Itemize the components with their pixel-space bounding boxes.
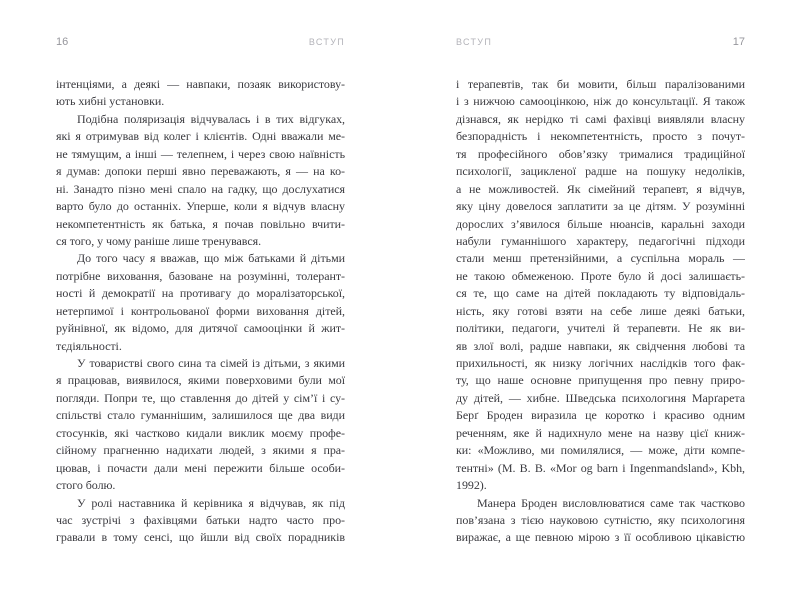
text-line: некомпетентність як батька, я почав повільно вчити- [56, 216, 345, 231]
text-line: стосунків, які частково кидали виклик моєму профе- [56, 425, 345, 440]
text-line: стого болю. [56, 478, 116, 493]
text-line: До того часу я вважав, що між батьками й дітьми [77, 251, 345, 266]
text-line: нетерпимої і контрольованої форми виховання дітей, [56, 303, 345, 318]
page-left [56, 36, 345, 547]
text-line: дорослих з’явилося більше нюансів, каральні заходи [456, 216, 745, 231]
text-line: гравали в тому сенсі, що йшли від своїх порадників [56, 530, 345, 545]
text-line: дізнався, як нерідко ті самі фахівці виявляли власну [456, 111, 745, 126]
chapter-title-right: ВСТУП [456, 37, 493, 47]
text-line: ні. Занадто пізно мені спало на гадку, що дослухатися [56, 181, 345, 196]
text-line: ту, що наше основне припущення про певну приро- [456, 373, 745, 388]
text-line: і терапевтів, так би мовити, більш паралізованими [456, 77, 745, 91]
page-right [456, 36, 745, 547]
running-header-right [456, 36, 745, 50]
chapter-title-left: ВСТУП [308, 37, 345, 47]
text-line: ність, яку готові взяти на себе лише деякі батьки, [456, 303, 745, 318]
text-line: не такою обмеженою. Проте було й досі залишаєть- [456, 268, 745, 283]
text-line: ки: «Можливо, ми помилялися, — може, діти компе- [456, 443, 745, 458]
text-line: 1992). [456, 478, 487, 493]
text-line: Подібна поляризація відчувалась і в тих відгуках, [77, 111, 345, 126]
text-line: ності й демократії на противагу до моралізаторської, [56, 286, 345, 301]
text-line: сійному прагненню надихати людей, з якими я пра- [56, 443, 345, 458]
text-line: ся те, що саме на дітей покладають ту відповідаль- [456, 286, 745, 301]
page-number-left: 16 [56, 36, 69, 48]
page-number-right: 17 [732, 36, 745, 48]
text-line: виражає, а ще певною мірою з її особливою цікавістю [456, 530, 745, 545]
text-line: стали менш претензійними, а суспільна мораль — [456, 251, 745, 266]
text-line: психології, зацикленої радше на пошуку недоліків, [456, 164, 745, 179]
text-line: яв злої волі, радше навпаки, як свідчення любові та [456, 338, 745, 353]
page-body-left [56, 76, 345, 547]
text-line: не тямущим, а інші — телепнем, і через свою наївність [56, 146, 345, 161]
text-line: безпорадність і некомпетентність, просто з почут- [456, 129, 745, 144]
text-line: інтенціями, а деякі — навпаки, позаяк використову- [56, 77, 345, 91]
text-line: прихильності, як низку логічних наслідків того фак- [456, 356, 745, 370]
text-line: тентні» (M. B. B. «Mor og barn i Ingenmandsland», Kbh, [456, 460, 745, 475]
text-line: набули гуманнішого характеру, педагогічні підходи [456, 233, 745, 248]
text-line: Берґ Броден виразила це коротко і красиво одним [456, 408, 745, 423]
text-line: і з нижчою самооцінкою, ніж до консультації. Я також [456, 94, 745, 109]
text-line: реченням, яке й надихнуло мене на назву цієї книж- [456, 425, 745, 440]
text-line: я думав: допоки перші явно переважають, я — на ко- [56, 164, 345, 179]
text-line: які я отримував від колег і клієнтів. Одні вважали ме- [56, 129, 345, 144]
text-line: ду дітей, — хибне. Шведська психологиня Марґарета [456, 390, 745, 405]
text-line: політики, педагоги, учителі й терапевти. Не як ви- [456, 321, 745, 336]
text-line: ся того, у чому раніше лише тренувався. [56, 233, 262, 248]
text-line: потрібне виховання, базоване на розумінні, толерант- [56, 268, 345, 283]
text-line: а не можливостей. Як сімейний терапевт, я відчув, [456, 181, 745, 196]
text-line: руйнівної, як відомо, для дитячої самооцінки й жит- [56, 321, 345, 336]
text-line: погляди. Попри те, що ставлення до дітей у сім’ї і су- [56, 390, 345, 405]
text-line: У ролі наставника й керівника я відчував, як під [77, 495, 345, 510]
text-line: цював, і почасти дали мені пережити більше особи- [56, 460, 345, 475]
text-line: час зустрічі з фахівцями батьки надто часто про- [56, 512, 345, 527]
text-line: тя професійного обов’язку трималися традиційної [456, 146, 745, 161]
text-line: ють хибні установки. [56, 94, 165, 109]
text-line: пов’язана з тією науковою сутністю, яку психологиня [456, 512, 745, 527]
text-line: я працював, виявилося, якими поверховими були мої [56, 373, 345, 388]
text-line: спільстві стало гуманнішим, залишилося ще два види [56, 408, 345, 423]
text-line: У товаристві свого сина та сімей із дітьми, з якими [77, 356, 345, 370]
text-line: яку ціну довелося заплатити за це дітям. У розумінні [456, 199, 745, 214]
text-line: варто було до останніх. Уперше, коли я відчув власну [56, 199, 345, 214]
running-header-left [56, 36, 345, 50]
text-line: тєдіяльності. [56, 338, 122, 353]
text-line: Манера Броден висловлюватися саме так частково [477, 495, 745, 510]
page-body-right [456, 76, 745, 547]
